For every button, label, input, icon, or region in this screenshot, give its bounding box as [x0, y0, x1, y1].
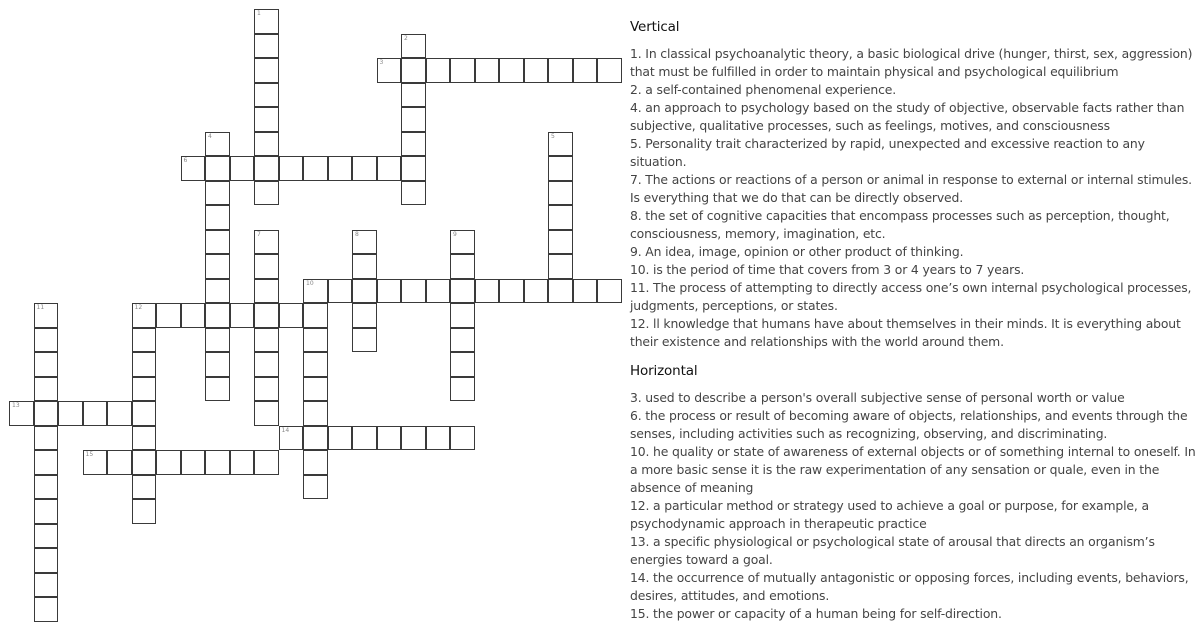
cell-input[interactable] [84, 402, 107, 425]
grid-cell[interactable] [181, 450, 206, 475]
cell-input[interactable] [476, 59, 499, 82]
cell-input[interactable] [255, 402, 278, 425]
clue-number: 15 [85, 451, 94, 458]
grid-cell[interactable] [34, 401, 59, 426]
cell-input[interactable] [549, 133, 572, 156]
cell-input[interactable] [574, 59, 597, 82]
grid-cell[interactable] [328, 156, 353, 181]
clue-number: 1 [257, 10, 261, 17]
grid-cell[interactable] [401, 58, 426, 83]
grid-cell[interactable] [450, 352, 475, 377]
grid-cell[interactable] [426, 279, 451, 304]
cell-input[interactable] [35, 500, 58, 523]
grid-cell[interactable] [156, 450, 181, 475]
clue-number: 14 [281, 426, 290, 434]
cell-input[interactable] [549, 59, 572, 82]
grid-cell[interactable] [205, 352, 230, 377]
grid-cell[interactable] [230, 156, 255, 181]
clue-down-9: 9. An idea, image, opinion or other product of thinking. [630, 244, 964, 259]
cell-input[interactable] [280, 157, 303, 180]
cell-input[interactable] [402, 280, 425, 303]
cell-input[interactable] [206, 378, 229, 401]
clue-across-15: 15. the power or capacity of a human being for self-direction. [630, 606, 1002, 621]
clue-number: 8 [355, 230, 359, 238]
grid-cell[interactable] [132, 475, 157, 500]
cell-input[interactable] [427, 59, 450, 82]
grid-cell[interactable] [34, 303, 59, 328]
cell-input[interactable] [182, 304, 205, 327]
cell-input[interactable] [378, 427, 401, 450]
cell-input[interactable] [574, 280, 597, 303]
cell-input[interactable] [451, 231, 474, 254]
cell-input[interactable] [206, 231, 229, 254]
cell-input[interactable] [255, 59, 278, 82]
grid-cell[interactable] [254, 34, 279, 59]
cell-input[interactable] [35, 574, 58, 597]
grid-cell[interactable] [377, 156, 402, 181]
cell-input[interactable] [35, 304, 58, 327]
grid-cell[interactable] [34, 548, 59, 573]
grid-cell[interactable] [548, 181, 573, 206]
grid-cell[interactable] [352, 426, 377, 451]
grid-cell[interactable] [499, 58, 524, 83]
grid-cell[interactable] [450, 377, 475, 402]
cell-input[interactable] [255, 84, 278, 107]
cell-input[interactable] [206, 255, 229, 278]
cell-input[interactable] [280, 304, 303, 327]
grid-cell[interactable] [401, 426, 426, 451]
clue-number: 11 [36, 304, 45, 311]
cell-input[interactable] [402, 35, 425, 58]
grid-cell[interactable] [450, 426, 475, 451]
cell-input[interactable] [255, 182, 278, 205]
cell-input[interactable] [35, 525, 58, 548]
grid-cell[interactable] [279, 303, 304, 328]
grid-cell[interactable] [132, 352, 157, 377]
cell-input[interactable] [304, 476, 327, 499]
grid-cell[interactable] [597, 279, 622, 304]
clue-number: 12 [134, 304, 143, 311]
grid-cell[interactable] [450, 58, 475, 83]
grid-cell[interactable] [107, 401, 132, 426]
cell-input[interactable] [329, 427, 352, 450]
grid-cell[interactable] [377, 58, 402, 83]
horizontal-clue-list [630, 389, 1196, 623]
cell-input[interactable] [133, 402, 156, 425]
cell-input[interactable] [182, 157, 205, 180]
cell-input[interactable] [402, 182, 425, 205]
cell-input[interactable] [304, 157, 327, 180]
grid-cell[interactable] [279, 426, 304, 451]
grid-cell[interactable] [205, 303, 230, 328]
clue-number: 10 [306, 279, 314, 287]
cell-input[interactable] [35, 353, 58, 376]
cell-input[interactable] [133, 451, 156, 474]
grid-cell[interactable] [548, 156, 573, 181]
grid-cell[interactable] [548, 254, 573, 279]
grid-cell[interactable] [352, 279, 377, 304]
grid-cell[interactable] [450, 303, 475, 328]
clue-across-13: 13. a specific physiological or psychological state of arousal that directs an organism’s energies toward a goal. [630, 534, 1155, 567]
grid-cell[interactable] [132, 401, 157, 426]
grid-cell[interactable] [450, 230, 475, 255]
grid-cell[interactable] [352, 328, 377, 353]
clue-number: 3 [379, 59, 384, 66]
grid-cell[interactable] [205, 254, 230, 279]
cell-input[interactable] [206, 157, 229, 180]
clue-number: 9 [453, 230, 457, 238]
cell-input[interactable] [549, 182, 572, 205]
grid-cell[interactable] [303, 303, 328, 328]
grid-cell[interactable] [34, 450, 59, 475]
grid-cell[interactable] [401, 107, 426, 132]
cell-input[interactable] [231, 157, 254, 180]
cell-input[interactable] [206, 353, 229, 376]
cell-input[interactable] [378, 59, 401, 82]
cell-input[interactable] [304, 353, 327, 376]
cell-input[interactable] [133, 427, 156, 450]
cell-input[interactable] [451, 280, 474, 303]
cell-input[interactable] [598, 59, 621, 82]
cell-input[interactable] [525, 280, 548, 303]
grid-cell[interactable] [450, 254, 475, 279]
grid-cell[interactable] [205, 132, 230, 157]
grid-cell[interactable] [573, 58, 598, 83]
grid-cell[interactable] [499, 279, 524, 304]
cell-input[interactable] [353, 304, 376, 327]
cell-input[interactable] [427, 427, 450, 450]
cell-input[interactable] [353, 255, 376, 278]
grid-cell[interactable] [254, 156, 279, 181]
grid-cell[interactable] [450, 328, 475, 353]
grid-cell[interactable] [34, 573, 59, 598]
cell-input[interactable] [353, 427, 376, 450]
cell-input[interactable] [35, 549, 58, 572]
cell-input[interactable] [402, 84, 425, 107]
grid-cell[interactable] [254, 58, 279, 83]
grid-cell[interactable] [303, 401, 328, 426]
grid-cell[interactable] [205, 230, 230, 255]
cell-input[interactable] [206, 182, 229, 205]
cell-input[interactable] [451, 304, 474, 327]
grid-cell[interactable] [401, 132, 426, 157]
grid-cell[interactable] [254, 352, 279, 377]
cell-input[interactable] [35, 402, 58, 425]
clue-number: 4 [208, 132, 212, 140]
cell-input[interactable] [255, 304, 278, 327]
clue-down-5: 5. Personality trait characterized by rapid, unexpected and excessive reaction to any situation. [630, 136, 1145, 169]
cell-input[interactable] [525, 59, 548, 82]
cell-input[interactable] [255, 108, 278, 131]
cell-input[interactable] [133, 500, 156, 523]
grid-cell[interactable] [254, 303, 279, 328]
grid-cell[interactable] [303, 328, 328, 353]
vertical-clue-list [630, 45, 1196, 351]
grid-cell[interactable] [401, 279, 426, 304]
grid-cell[interactable] [205, 450, 230, 475]
clue-number: 7 [257, 230, 261, 238]
cell-input[interactable] [255, 329, 278, 352]
cell-input[interactable] [231, 451, 254, 474]
grid-cell[interactable] [426, 426, 451, 451]
grid-cell[interactable] [254, 377, 279, 402]
clue-down-2: 2. a self-contained phenomenal experience. [630, 82, 896, 97]
grid-cell[interactable] [205, 156, 230, 181]
cell-input[interactable] [304, 280, 327, 303]
cell-input[interactable] [157, 451, 180, 474]
cell-input[interactable] [206, 280, 229, 303]
cell-input[interactable] [255, 280, 278, 303]
cell-input[interactable] [35, 451, 58, 474]
grid-cell[interactable] [328, 426, 353, 451]
grid-cell[interactable] [352, 230, 377, 255]
clues-panel [630, 17, 1196, 623]
cell-input[interactable] [598, 280, 621, 303]
grid-cell[interactable] [83, 401, 108, 426]
grid-cell[interactable] [9, 401, 34, 426]
grid-cell[interactable] [230, 450, 255, 475]
clue-down-11: 11. The process of attempting to directly access one’s own internal psychological processes, judgments, perceptions, or states. [630, 280, 1192, 313]
cell-input[interactable] [476, 280, 499, 303]
cell-input[interactable] [255, 35, 278, 58]
grid-cell[interactable] [401, 156, 426, 181]
grid-cell[interactable] [524, 58, 549, 83]
cell-input[interactable] [255, 255, 278, 278]
cell-input[interactable] [451, 329, 474, 352]
grid-cell[interactable] [34, 475, 59, 500]
grid-cell[interactable] [303, 156, 328, 181]
vertical-heading: Vertical [630, 19, 680, 35]
cell-input[interactable] [304, 402, 327, 425]
grid-cell[interactable] [132, 328, 157, 353]
cell-input[interactable] [549, 255, 572, 278]
grid-cell[interactable] [475, 58, 500, 83]
grid-cell[interactable] [352, 254, 377, 279]
grid-cell[interactable] [254, 9, 279, 34]
grid-cell[interactable] [377, 279, 402, 304]
cell-input[interactable] [255, 353, 278, 376]
cell-input[interactable] [206, 206, 229, 229]
cell-input[interactable] [206, 133, 229, 156]
grid-cell[interactable] [83, 450, 108, 475]
grid-cell[interactable] [548, 205, 573, 230]
clue-number: 5 [551, 132, 555, 140]
cell-input[interactable] [35, 427, 58, 450]
grid-cell[interactable] [254, 328, 279, 353]
grid-cell[interactable] [132, 377, 157, 402]
grid-cell[interactable] [230, 303, 255, 328]
cell-input[interactable] [402, 59, 425, 82]
cell-input[interactable] [255, 451, 278, 474]
clue-down-12: 12. ll knowledge that humans have about themselves in their minds. It is everything about their existence and relationships with the world around them. [630, 316, 1181, 349]
cell-input[interactable] [133, 329, 156, 352]
cell-input[interactable] [402, 133, 425, 156]
cell-input[interactable] [108, 402, 131, 425]
cell-input[interactable] [255, 133, 278, 156]
clue-down-8: 8. the set of cognitive capacities that encompass processes such as perception, thought, consciousness, memory, imagination, etc. [630, 208, 1170, 241]
cell-input[interactable] [304, 329, 327, 352]
cell-input[interactable] [206, 451, 229, 474]
grid-cell[interactable] [303, 279, 328, 304]
cell-input[interactable] [182, 451, 205, 474]
cell-input[interactable] [304, 378, 327, 401]
grid-cell[interactable] [328, 279, 353, 304]
grid-cell[interactable] [303, 352, 328, 377]
cell-input[interactable] [402, 157, 425, 180]
grid-cell[interactable] [303, 450, 328, 475]
grid-cell[interactable] [303, 475, 328, 500]
cell-input[interactable] [133, 476, 156, 499]
grid-cell[interactable] [205, 205, 230, 230]
clue-number: 2 [404, 34, 408, 42]
grid-cell[interactable] [548, 279, 573, 304]
cell-input[interactable] [280, 427, 303, 450]
grid-cell[interactable] [181, 303, 206, 328]
clue-down-4: 4. an approach to psychology based on the study of objective, observable facts rather than subjective, qualitative processes, such as feelings, motives, and consciousness [630, 100, 1185, 133]
grid-cell[interactable] [573, 279, 598, 304]
cell-input[interactable] [304, 427, 327, 450]
grid-cell[interactable] [205, 279, 230, 304]
clue-down-10: 10. is the period of time that covers from 3 or 4 years to 7 years. [630, 262, 1025, 277]
cell-input[interactable] [108, 451, 131, 474]
grid-cell[interactable] [34, 328, 59, 353]
grid-cell[interactable] [548, 230, 573, 255]
cell-input[interactable] [304, 451, 327, 474]
cell-input[interactable] [402, 427, 425, 450]
cell-input[interactable] [255, 157, 278, 180]
grid-cell[interactable] [254, 107, 279, 132]
grid-cell[interactable] [597, 58, 622, 83]
grid-cell[interactable] [475, 279, 500, 304]
cell-input[interactable] [304, 304, 327, 327]
grid-cell[interactable] [548, 132, 573, 157]
grid-cell[interactable] [34, 377, 59, 402]
cell-input[interactable] [10, 402, 33, 425]
cell-input[interactable] [451, 378, 474, 401]
cell-input[interactable] [133, 353, 156, 376]
grid-cell[interactable] [254, 83, 279, 108]
grid-cell[interactable] [401, 34, 426, 59]
grid-cell[interactable] [254, 181, 279, 206]
cell-input[interactable] [255, 10, 278, 33]
cell-input[interactable] [59, 402, 82, 425]
grid-cell[interactable] [58, 401, 83, 426]
grid-cell[interactable] [156, 303, 181, 328]
cell-input[interactable] [427, 280, 450, 303]
cell-input[interactable] [549, 206, 572, 229]
grid-cell[interactable] [352, 303, 377, 328]
grid-cell[interactable] [303, 377, 328, 402]
clue-across-3: 3. used to describe a person's overall subjective sense of personal worth or value [630, 390, 1125, 405]
cell-input[interactable] [353, 329, 376, 352]
grid-cell[interactable] [548, 58, 573, 83]
cell-input[interactable] [549, 157, 572, 180]
grid-cell[interactable] [352, 156, 377, 181]
cell-input[interactable] [329, 280, 352, 303]
grid-cell[interactable] [132, 426, 157, 451]
cell-input[interactable] [133, 378, 156, 401]
cell-input[interactable] [35, 378, 58, 401]
cell-input[interactable] [353, 157, 376, 180]
cell-input[interactable] [451, 59, 474, 82]
cell-input[interactable] [451, 427, 474, 450]
cell-input[interactable] [255, 378, 278, 401]
clue-down-7: 7. The actions or reactions of a person or animal in response to external or internal stimules. Is everything that we do that can be directly observed. [630, 172, 1192, 205]
cell-input[interactable] [35, 476, 58, 499]
grid-cell[interactable] [524, 279, 549, 304]
grid-cell[interactable] [254, 230, 279, 255]
grid-cell[interactable] [205, 377, 230, 402]
grid-cell[interactable] [34, 597, 59, 622]
grid-cell[interactable] [132, 499, 157, 524]
cell-input[interactable] [206, 329, 229, 352]
grid-cell[interactable] [107, 450, 132, 475]
grid-cell[interactable] [34, 426, 59, 451]
cell-input[interactable] [451, 255, 474, 278]
grid-cell[interactable] [34, 499, 59, 524]
horizontal-heading: Horizontal [630, 363, 698, 379]
cell-input[interactable] [378, 157, 401, 180]
cell-input[interactable] [353, 231, 376, 254]
cell-input[interactable] [255, 231, 278, 254]
cell-input[interactable] [549, 231, 572, 254]
cell-input[interactable] [35, 598, 58, 621]
grid-cell[interactable] [279, 156, 304, 181]
cell-input[interactable] [329, 157, 352, 180]
grid-cell[interactable] [132, 303, 157, 328]
cell-input[interactable] [549, 280, 572, 303]
grid-cell[interactable] [254, 132, 279, 157]
grid-cell[interactable] [401, 83, 426, 108]
cell-input[interactable] [402, 108, 425, 131]
cell-input[interactable] [206, 304, 229, 327]
cell-input[interactable] [353, 280, 376, 303]
cell-input[interactable] [378, 280, 401, 303]
grid-cell[interactable] [254, 401, 279, 426]
cell-input[interactable] [500, 59, 523, 82]
cell-input[interactable] [231, 304, 254, 327]
cell-input[interactable] [35, 329, 58, 352]
grid-cell[interactable] [450, 279, 475, 304]
cell-input[interactable] [500, 280, 523, 303]
grid-cell[interactable] [181, 156, 206, 181]
grid-cell[interactable] [303, 426, 328, 451]
cell-input[interactable] [451, 353, 474, 376]
grid-cell[interactable] [426, 58, 451, 83]
cell-input[interactable] [133, 304, 156, 327]
grid-cell[interactable] [254, 279, 279, 304]
clue-number: 13 [12, 402, 20, 409]
grid-cell[interactable] [254, 450, 279, 475]
grid-cell[interactable] [254, 254, 279, 279]
cell-input[interactable] [84, 451, 107, 474]
clue-down-1: 1. In classical psychoanalytic theory, a basic biological drive (hunger, thirst, sex, aggression) that must be fulfilled in order to maintain physical and psychological equilibrium [630, 46, 1193, 79]
grid-cell[interactable] [205, 181, 230, 206]
clue-across-14: 14. the occurrence of mutually antagonistic or opposing forces, including events, behaviors, desires, attitudes, and emotions. [630, 570, 1189, 603]
grid-cell[interactable] [205, 328, 230, 353]
clue-across-12: 12. a particular method or strategy used to achieve a goal or purpose, for example, a psychodynamic approach in therapeutic practice [630, 498, 1149, 531]
grid-cell[interactable] [132, 450, 157, 475]
grid-cell[interactable] [34, 524, 59, 549]
grid-cell[interactable] [401, 181, 426, 206]
grid-cell[interactable] [34, 352, 59, 377]
clue-number: 6 [183, 157, 188, 164]
cell-input[interactable] [157, 304, 180, 327]
clue-across-10: 10. he quality or state of awareness of external objects or of something internal to oneself. In a more basic sense it is the raw experimentation of any sensation or quale, even in the absence of meaning [630, 444, 1196, 495]
grid-cell[interactable] [377, 426, 402, 451]
clue-across-6: 6. the process or result of becoming aware of objects, relationships, and events through the senses, including activities such as recognizing, observing, and discriminating. [630, 408, 1188, 441]
